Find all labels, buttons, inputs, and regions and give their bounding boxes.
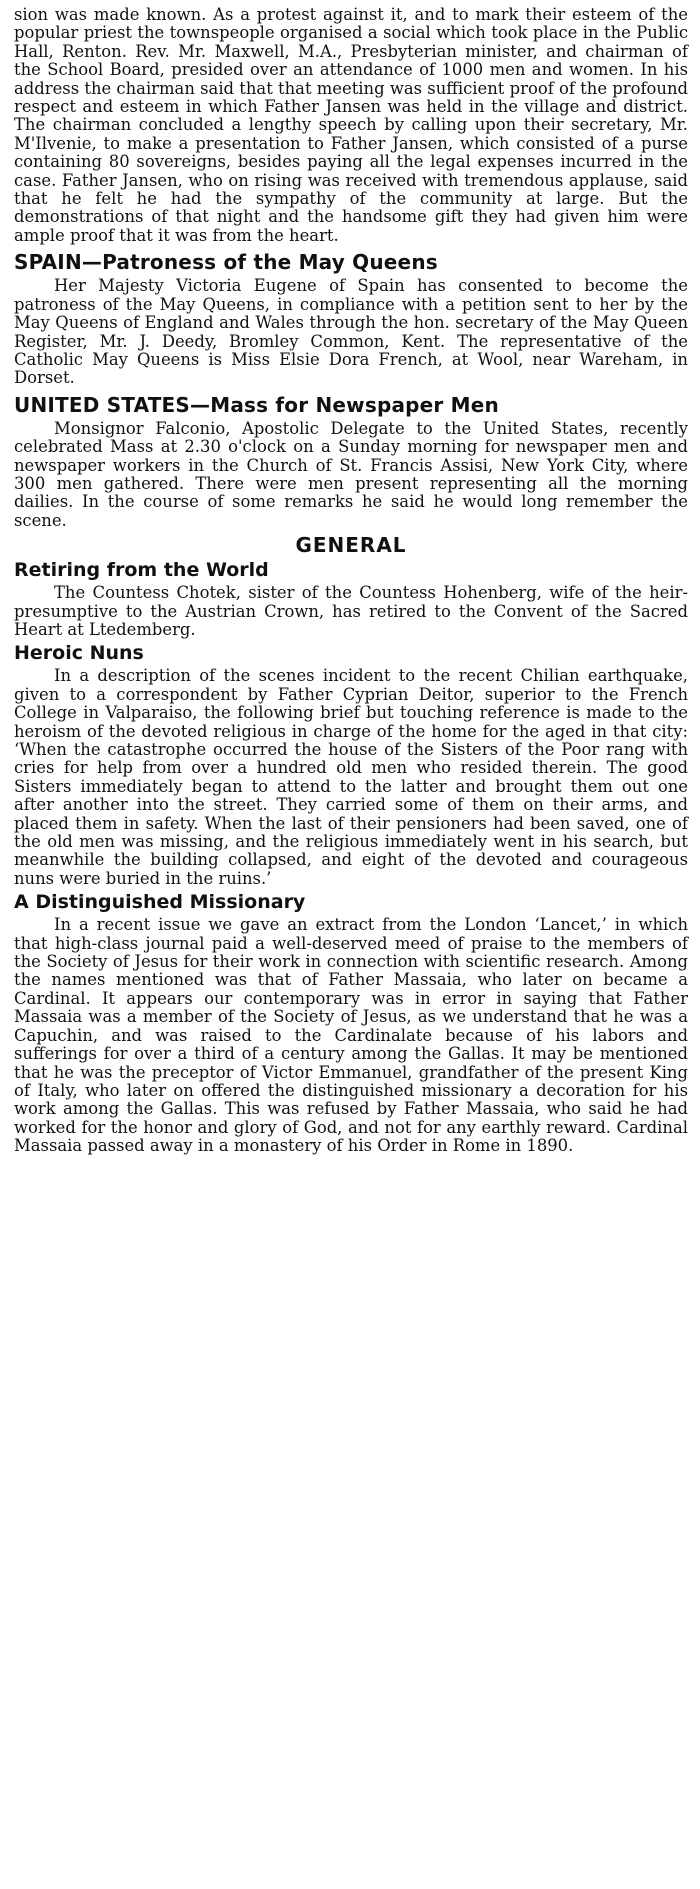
story-spain xyxy=(14,251,688,387)
heroic-nuns-heading: Heroic Nuns xyxy=(14,642,144,665)
retiring-heading: Retiring from the World xyxy=(14,559,269,582)
general-heading: GENERAL xyxy=(295,533,407,558)
opening-paragraph: sion was made known. As a protest against it, and to mark their esteem of the popular priest the townspeople organised a social which took place in the Public Hall, Renton. Rev. Mr. Maxwell, M.A., Presbyterian minister, and chairman of the School Board, presided over an attendance of 1000 men and women. In his address the chairman said that that meeting was sufficient proof of the profound respect and esteem in which Father Jansen was held in the village and district. The chairman concluded a lengthy speech by calling upon their secretary, Mr. M'Ilvenie, to make a presentation to Father Jansen, which consisted of a purse containing 80 sovereigns, besides paying all the legal expenses incurred in the case. Father Jansen, who on rising was received with tremendous applause, said that he felt he had the sympathy of the community at large. But the demonstrations of that night and the handsome gift they had given him were ample proof that it was from the heart. xyxy=(14,5,688,245)
heroic-nuns-paragraph: In a description of the scenes incident to the recent Chilian earthquake, given to a correspondent by Father Cyprian Deitor, superior to the French College in Valparaiso, the following brief but touching reference is made to the heroism of the devoted religious in charge of the home for the aged in that city: ‘When the catastrophe occurred the house of the Sisters of the Poor rang with cries for help from over a hundred old men who resided therein. The good Sisters immediately began to attend to the latter and brought them out one after another into the street. They carried some of them on their arms, and placed them in safety. When the last of their pensioners had been saved, one of the old men was missing, and the religious immediately went in his search, but meanwhile the building collapsed, and eight of the devoted and courageous nuns were buried in the ruins.’ xyxy=(14,666,688,888)
story-opening xyxy=(14,6,688,245)
section-general xyxy=(14,534,688,1155)
missionary-heading: A Distinguished Missionary xyxy=(14,891,306,914)
united-states-heading: UNITED STATES—Mass for Newspaper Men xyxy=(14,392,499,417)
spain-paragraph: Her Majesty Victoria Eugene of Spain has consented to become the patroness of the May Queens, in compliance with a petition sent to her by the May Queens of England and Wales through the hon. secretary of the May Queen Register, Mr. J. Deedy, Bromley Common, Kent. The representative of the Catholic May Queens is Miss Elsie Dora French, at Wool, near Wareham, in Dorset. xyxy=(14,276,688,388)
retiring-paragraph: The Countess Chotek, sister of the Countess Hohenberg, wife of the heir-presumptive to the Austrian Crown, has retired to the Convent of the Sacred Heart at Ltedemberg. xyxy=(14,583,688,639)
story-united-states xyxy=(14,394,688,530)
united-states-paragraph: Monsignor Falconio, Apostolic Delegate to the United States, recently celebrated Mass at 2.30 o'clock on a Sunday morning for newspaper men and newspaper workers in the Church of St. Francis Assisi, New York City, where 300 men gathered. There were men present representing all the morning dailies. In the course of some remarks he said he would long remember the scene. xyxy=(14,418,688,530)
spain-heading: SPAIN—Patroness of the May Queens xyxy=(14,250,438,275)
missionary-paragraph: In a recent issue we gave an extract from the London ‘Lancet,’ in which that high-class journal paid a well-deserved meed of praise to the members of the Society of Jesus for their work in connection with scientific research. Among the names mentioned was that of Father Massaia, who later on became a Cardinal. It appears our contemporary was in error in saying that Father Massaia was a member of the Society of Jesus, as we understand that he was a Capuchin, and was raised to the Cardinalate because of his labors and sufferings for over a third of a century among the Gallas. It may be mentioned that he was the preceptor of Victor Emmanuel, grandfather of the present King of Italy, who later on offered the distinguished missionary a decoration for his work among the Gallas. This was refused by Father Massaia, who said he had worked for the honor and glory of God, and not for any earthly reward. Cardinal Massaia passed away in a monastery of his Order in Rome in 1890. xyxy=(14,915,688,1156)
